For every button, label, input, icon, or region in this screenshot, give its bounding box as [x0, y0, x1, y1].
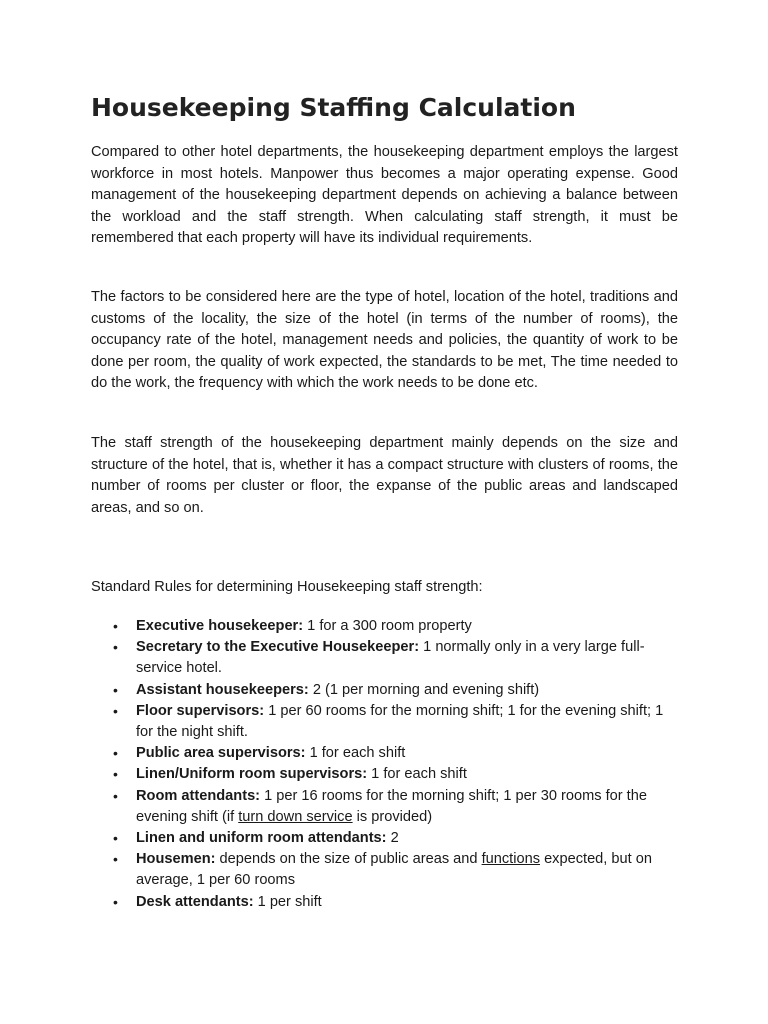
rule-text-after: is provided): [352, 808, 433, 825]
rule-executive-housekeeper: [91, 616, 678, 637]
bullet-icon: •: [113, 745, 118, 762]
rule-secretary: [91, 637, 678, 679]
functions-link[interactable]: functions: [481, 851, 541, 868]
bullet-icon: •: [113, 787, 118, 804]
bullet-icon: •: [113, 702, 118, 719]
turn-down-service-link[interactable]: turn down service: [238, 808, 353, 825]
rule-term: Assistant housekeepers:: [136, 681, 309, 698]
rule-floor-supervisors: [91, 701, 678, 743]
rule-text: 1 per 16 rooms for the morning shift; 1 per 30 rooms for the evening shift (if: [136, 787, 647, 825]
rule-text: 1 for each shift: [367, 766, 467, 783]
rule-term: Public area supervisors:: [136, 745, 306, 762]
bullet-icon: •: [113, 851, 118, 868]
rule-term: Linen and uniform room attendants:: [136, 830, 387, 847]
intro-paragraph: Compared to other hotel departments, the housekeeping department employs the largest workforce in most hotels. Manpower thus becomes a major operating expense. Good management of the housekeeping department depends on achieving a balance between the workload and the staff strength. When calculating staff strength, it must be remembered that each property will have its individual requirements.: [91, 144, 678, 247]
bullet-icon: •: [113, 639, 118, 656]
rule-text: 2 (1 per morning and evening shift): [308, 681, 540, 698]
staff-strength-paragraph: The staff strength of the housekeeping department mainly depends on the size and structure of the hotel, that is, whether it has a compact structure with clusters of rooms, the number of rooms per cluster or floor, the expanse of the public areas and landscaped areas, and so on.: [91, 435, 678, 516]
rule-text-after: expected, but on average, 1 per 60 rooms: [136, 851, 652, 889]
rule-linen-uniform-attendants: [91, 828, 678, 849]
rule-term: Room attendants:: [136, 787, 261, 804]
rule-text: depends on the size of public areas and: [215, 851, 482, 868]
rule-text: 1 normally only in a very large full-service hotel.: [136, 639, 645, 677]
rule-text: 1 per 60 rooms for the morning shift; 1 for the evening shift; 1 for the night shift.: [136, 702, 664, 741]
rule-text: 1 for a 300 room property: [303, 618, 472, 634]
factors-paragraph: The factors to be considered here are the type of hotel, location of the hotel, traditions and customs of the locality, the size of the hotel (in terms of the number of rooms), the occupancy rate of the hotel, management needs and policies, the quantity of work to be done per room, the quality of work expected, the standards to be met, The time needed to do the work, the frequency with which the work needs to be done etc.: [91, 289, 678, 392]
document-title: Housekeeping Staffing Calculation: [91, 93, 576, 122]
rule-public-area-supervisors: [91, 743, 678, 764]
rule-room-attendants: [91, 786, 678, 828]
bullet-icon: •: [113, 830, 118, 847]
rule-text: 1 for each shift: [305, 745, 406, 762]
rule-term: Linen/Uniform room supervisors:: [136, 766, 368, 783]
bullet-icon: •: [113, 893, 118, 910]
rule-desk-attendants: [91, 892, 678, 913]
rule-term: Housemen:: [136, 851, 216, 868]
rule-term: Secretary to the Executive Housekeeper:: [136, 639, 420, 656]
rules-list: [91, 616, 678, 913]
bullet-icon: •: [113, 681, 118, 698]
rule-term: Executive housekeeper:: [136, 618, 304, 634]
rule-assistant-housekeepers: [91, 680, 678, 701]
bullet-icon: •: [113, 618, 118, 634]
rule-term: Floor supervisors:: [136, 702, 265, 719]
rule-text: 2: [386, 830, 399, 847]
bullet-icon: •: [113, 766, 118, 783]
rule-text: 1 per shift: [253, 893, 322, 910]
rule-linen-uniform-supervisors: [91, 764, 678, 785]
rule-housemen: [91, 849, 678, 891]
rule-term: Desk attendants:: [136, 893, 254, 910]
rules-heading: Standard Rules for determining Housekeeping staff strength:: [91, 579, 483, 595]
